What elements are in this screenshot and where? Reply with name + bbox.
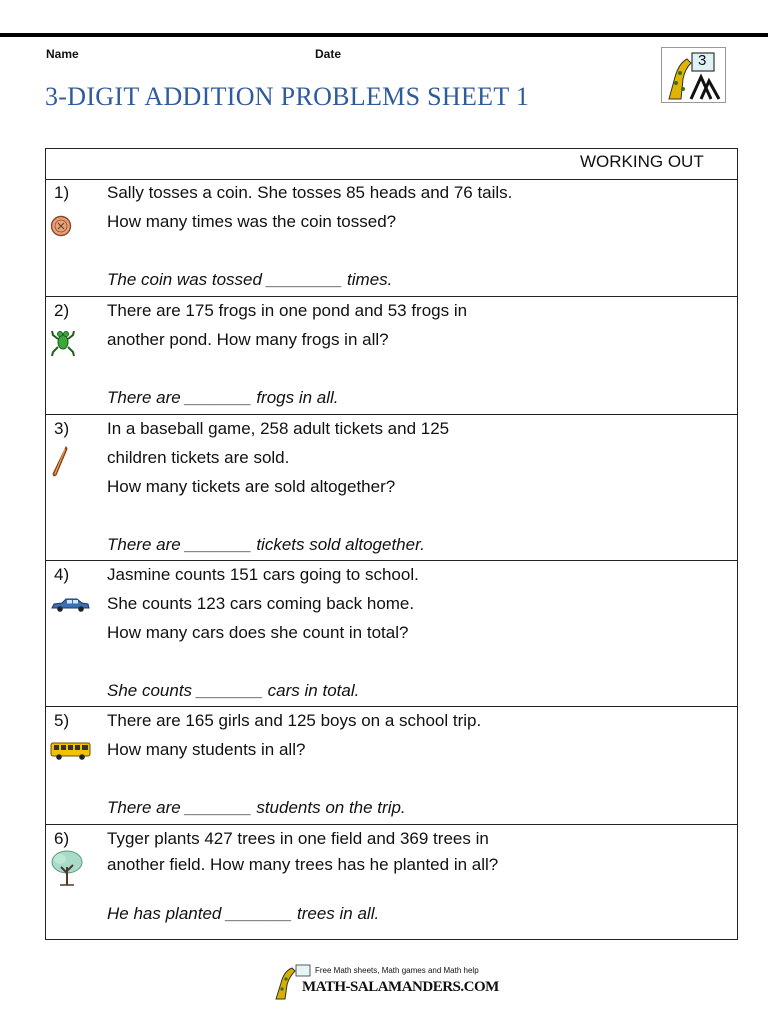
answer-line: He has planted _______ trees in all. (107, 904, 380, 923)
name-label: Name (46, 47, 79, 61)
problem-number: 5) (54, 711, 70, 730)
problem-row-2 (46, 297, 737, 415)
salamander-logo-icon (661, 47, 726, 103)
problem-number: 1) (54, 183, 70, 202)
problem-text: She counts 123 cars coming back home. (107, 594, 415, 613)
footer-tagline: Free Math sheets, Math games and Math help (315, 966, 479, 975)
working-out-label: WORKING OUT (580, 152, 704, 171)
tree-icon (50, 849, 84, 892)
footer-site-name: MATH-SALAMANDERS.COM (302, 979, 499, 995)
top-rule (0, 33, 768, 37)
answer-line: There are _______ frogs in all. (107, 388, 339, 407)
problem-text: There are 165 girls and 125 boys on a school trip. (107, 711, 482, 730)
problem-number: 2) (54, 301, 70, 320)
answer-line: The coin was tossed ________ times. (107, 270, 393, 289)
problem-row-1 (46, 179, 737, 297)
problem-text: children tickets are sold. (107, 448, 290, 467)
problem-text: How many students in all? (107, 740, 306, 759)
baseball-bat-icon (50, 445, 70, 484)
problem-text: Sally tosses a coin. She tosses 85 heads and 76 tails. (107, 183, 513, 202)
problem-text: There are 175 frogs in one pond and 53 frogs in (107, 301, 468, 320)
problem-text: In a baseball game, 258 adult tickets and 125 (107, 419, 450, 438)
logo-number: 3 (698, 52, 707, 69)
coin-icon (50, 215, 72, 242)
problem-number: 4) (54, 565, 70, 584)
problem-row-6 (46, 825, 737, 941)
page-title: 3-DIGIT ADDITION PROBLEMS SHEET 1 (45, 82, 530, 111)
problem-number: 6) (54, 829, 70, 848)
answer-line: There are _______ tickets sold altogether. (107, 535, 425, 554)
footer-logo (272, 963, 502, 1003)
problem-row-4 (46, 561, 737, 707)
problem-row-5 (46, 707, 737, 825)
problem-text: Tyger plants 427 trees in one field and 369 trees in (107, 829, 489, 848)
answer-line: There are _______ students on the trip. (107, 798, 406, 817)
problem-number: 3) (54, 419, 70, 438)
problem-row-3 (46, 415, 737, 561)
answer-line: She counts _______ cars in total. (107, 681, 360, 700)
car-icon (50, 597, 90, 618)
frog-icon (50, 327, 76, 362)
school-bus-icon (50, 741, 92, 766)
problem-text: How many times was the coin tossed? (107, 212, 397, 231)
date-label: Date (315, 47, 342, 61)
problem-text: How many cars does she count in total? (107, 623, 409, 642)
problems-table (45, 148, 738, 940)
problem-text: another pond. How many frogs in all? (107, 330, 389, 349)
problem-text: How many tickets are sold altogether? (107, 477, 396, 496)
table-header (46, 149, 737, 180)
problem-text: Jasmine counts 151 cars going to school. (107, 565, 419, 584)
problem-text: another field. How many trees has he planted in all? (107, 855, 499, 874)
